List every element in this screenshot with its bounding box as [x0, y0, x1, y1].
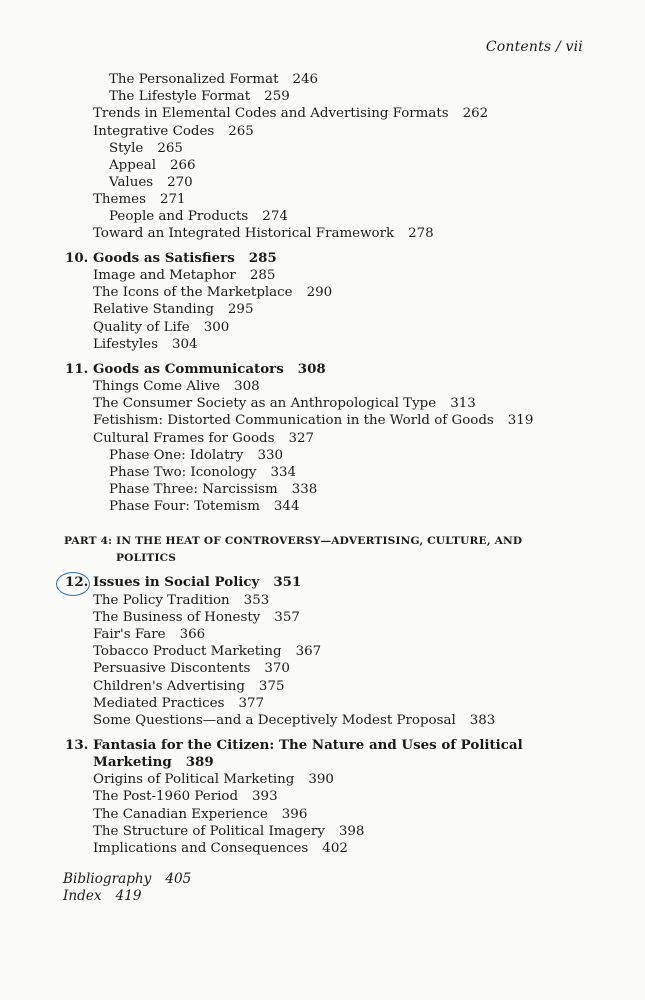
toc-entry: Appeal 266 [109, 158, 196, 173]
toc-entry: Lifestyles 304 [93, 337, 198, 352]
chapter-heading: 11. Goods as Communicators 308 [65, 361, 326, 377]
toc-entry: Integrative Codes 265 [93, 124, 254, 139]
toc-entry: Phase Three: Narcissism 338 [109, 482, 318, 497]
toc-entry: Origins of Political Marketing 390 [93, 772, 334, 787]
chapter-heading: 13. Fantasia for the Citizen: The Nature and Uses of Political [65, 737, 523, 753]
toc-entry: Things Come Alive 308 [93, 379, 260, 394]
toc-entry: The Icons of the Marketplace 290 [93, 285, 333, 300]
toc-entry: Fair's Fare 366 [93, 627, 206, 642]
chapter-heading: 12. Issues in Social Policy 351 [65, 574, 302, 590]
running-head: Contents / vii [485, 39, 583, 55]
toc-entry: Children's Advertising 375 [93, 679, 285, 694]
toc-entry: Image and Metaphor 285 [93, 268, 276, 283]
toc-entry: Themes 271 [93, 192, 186, 207]
toc-entry: Phase Two: Iconology 334 [109, 465, 296, 480]
toc-entry: Toward an Integrated Historical Framework 278 [93, 226, 434, 241]
toc-entry: Mediated Practices 377 [93, 696, 265, 711]
backmatter-entry: Index 419 [63, 888, 142, 904]
toc-entry: People and Products 274 [109, 209, 288, 224]
toc-entry: Some Questions—and a Deceptively Modest Proposal 383 [93, 713, 496, 728]
toc-entry: Persuasive Discontents 370 [93, 661, 290, 676]
chapter-heading: 10. Goods as Satisfiers 285 [65, 250, 277, 266]
toc-entry: Style 265 [109, 141, 183, 156]
toc-entry: The Consumer Society as an Anthropological Type 313 [93, 396, 476, 411]
part-heading-continued: POLITICS [116, 552, 177, 564]
toc-entry: The Business of Honesty 357 [93, 610, 300, 625]
toc-entry: The Policy Tradition 353 [93, 593, 270, 608]
toc-entry: Implications and Consequences 402 [93, 841, 348, 856]
toc-entry: Quality of Life 300 [93, 320, 230, 335]
toc-entry: The Structure of Political Imagery 398 [93, 824, 365, 839]
toc-entry: Phase One: Idolatry 330 [109, 448, 284, 463]
toc-entry: Trends in Elemental Codes and Advertising Formats 262 [93, 106, 489, 121]
toc-entry: The Lifestyle Format 259 [109, 89, 290, 104]
toc-entry: The Canadian Experience 396 [93, 807, 308, 822]
toc-entry: Fetishism: Distorted Communication in the World of Goods 319 [93, 413, 534, 428]
toc-entry: The Personalized Format 246 [109, 72, 319, 87]
toc-entry: Tobacco Product Marketing 367 [93, 644, 322, 659]
toc-entry: The Post-1960 Period 393 [93, 789, 278, 804]
part-heading: PART 4: IN THE HEAT OF CONTROVERSY—ADVERTISING, CULTURE, AND [64, 535, 523, 547]
toc-entry: Relative Standing 295 [93, 302, 254, 317]
toc-entry: Cultural Frames for Goods 327 [93, 431, 315, 446]
toc-entry: Values 270 [109, 175, 193, 190]
chapter-heading-continued: Marketing 389 [93, 754, 214, 770]
toc-entry: Phase Four: Totemism 344 [109, 499, 300, 514]
backmatter-entry: Bibliography 405 [63, 871, 192, 887]
